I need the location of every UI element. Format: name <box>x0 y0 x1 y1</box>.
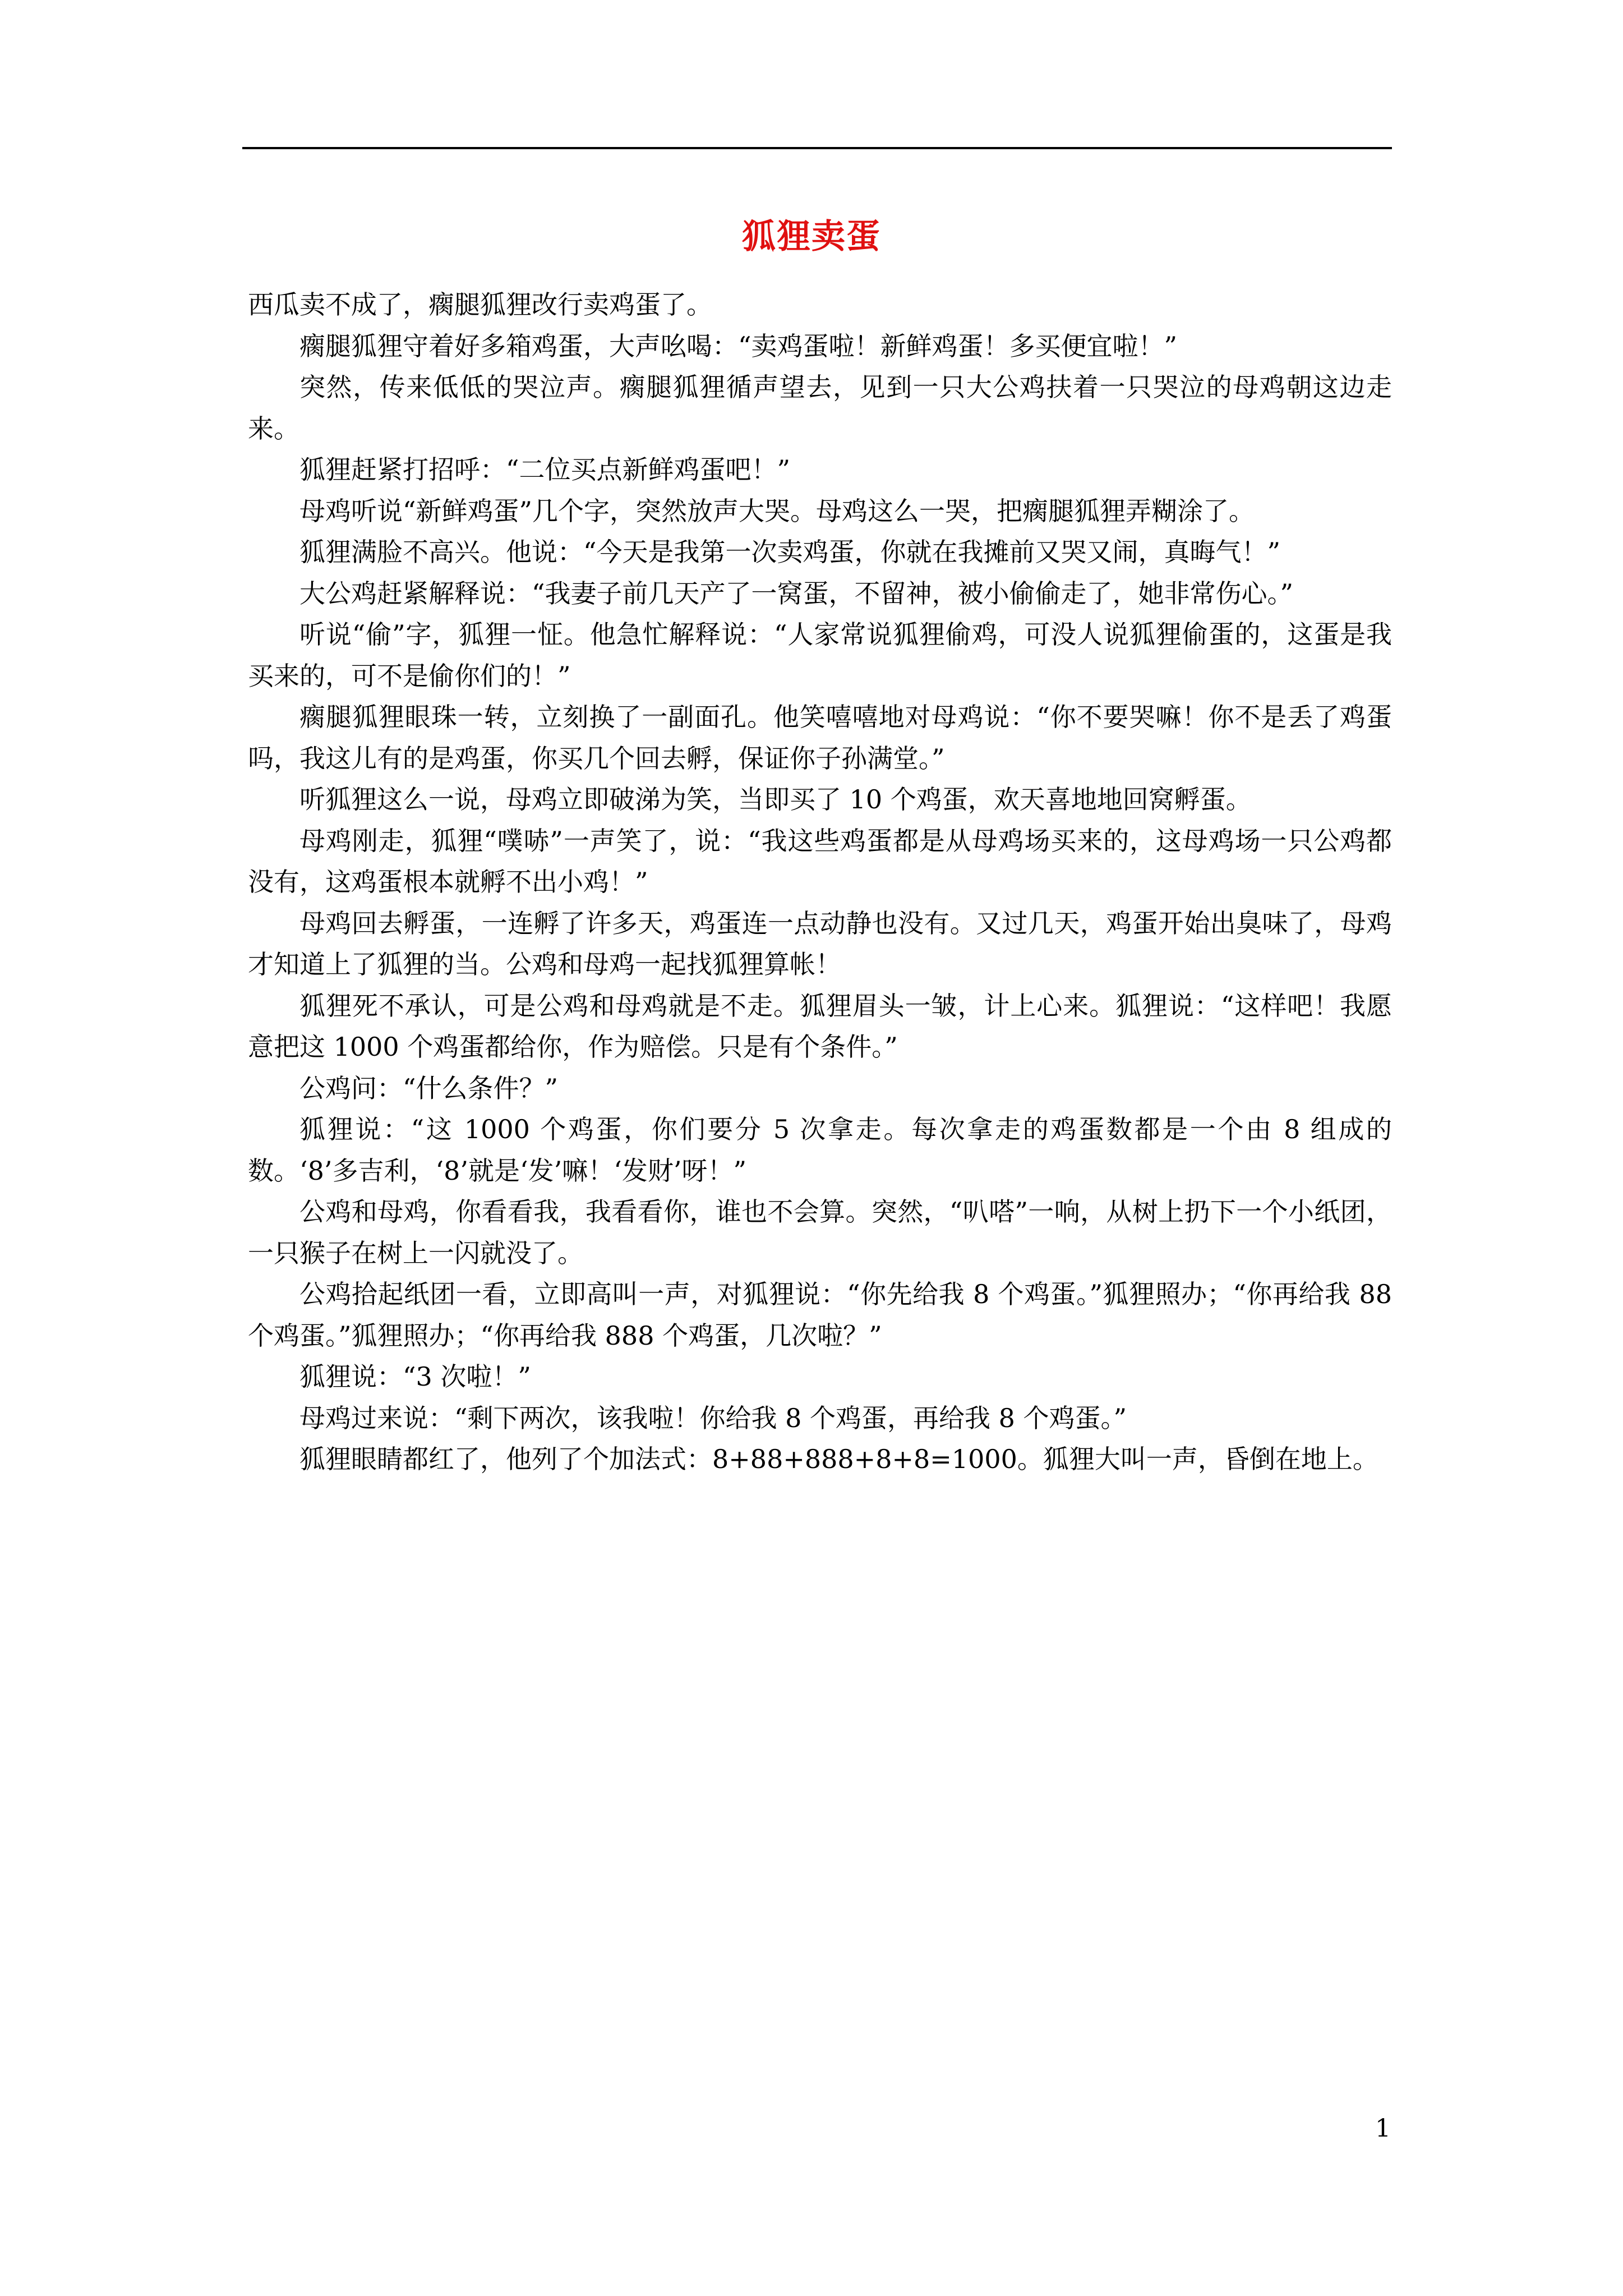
paragraph: 狐狸说：“3 次啦！” <box>299 1361 531 1392</box>
paragraph: 狐狸死不承认，可是公鸡和母鸡就是不走。狐狸眉头一皱，计上心来。狐狸说：“这样吧！我愿意把这 1000 个鸡蛋都给你，作为赔偿。只是有个条件。” <box>248 990 1392 1062</box>
paragraph: 听狐狸这么一说，母鸡立即破涕为笑，当即买了 10 个鸡蛋，欢天喜地地回窝孵蛋。 <box>299 784 1252 815</box>
paragraph: 母鸡回去孵蛋，一连孵了许多天，鸡蛋连一点动静也没有。又过几天，鸡蛋开始出臭味了，母鸡才知道上了狐狸的当。公鸡和母鸡一起找狐狸算帐！ <box>248 908 1392 979</box>
paragraph: 公鸡拾起纸团一看，立即高叫一声，对狐狸说：“你先给我 8 个鸡蛋。”狐狸照办；“你再给我 88 个鸡蛋。”狐狸照办；“你再给我 888 个鸡蛋，几次啦？” <box>248 1279 1392 1351</box>
paragraph: 公鸡问：“什么条件？” <box>299 1073 559 1103</box>
paragraph: 公鸡和母鸡，你看看我，我看看你，谁也不会算。突然，“叭嗒”一响，从树上扔下一个小纸团，一只猴子在树上一闪就没了。 <box>248 1197 1392 1268</box>
paragraph: 西瓜卖不成了，瘸腿狐狸改行卖鸡蛋了。 <box>248 289 712 320</box>
header-rule <box>242 147 1392 149</box>
paragraph: 瘸腿狐狸眼珠一转，立刻换了一副面孔。他笑嘻嘻地对母鸡说：“你不要哭嘛！你不是丢了鸡蛋吗，我这儿有的是鸡蛋，你买几个回去孵，保证你子孙满堂。” <box>248 702 1392 774</box>
paragraph: 狐狸眼睛都红了，他列了个加法式：8+88+888+8+8=1000。狐狸大叫一声，昏倒在地上。 <box>299 1444 1378 1474</box>
paragraph: 狐狸满脸不高兴。他说：“今天是我第一次卖鸡蛋，你就在我摊前又哭又闹，真晦气！” <box>299 537 1281 567</box>
paragraph: 大公鸡赶紧解释说：“我妻子前几天产了一窝蛋，不留神，被小偷偷走了，她非常伤心。” <box>299 578 1294 609</box>
paragraph: 狐狸说：“这 1000 个鸡蛋，你们要分 5 次拿走。每次拿走的鸡蛋数都是一个由 8 组成的数。‘8’多吉利，‘8’就是‘发’嘛！‘发财’呀！” <box>248 1114 1392 1186</box>
paragraph: 母鸡过来说：“剩下两次，该我啦！你给我 8 个鸡蛋，再给我 8 个鸡蛋。” <box>299 1402 1127 1433</box>
paragraph: 狐狸赶紧打招呼：“二位买点新鲜鸡蛋吧！” <box>299 454 791 485</box>
paragraph: 瘸腿狐狸守着好多箱鸡蛋，大声吆喝：“卖鸡蛋啦！新鲜鸡蛋！多买便宜啦！” <box>299 330 1178 361</box>
page-number: 1 <box>1375 2114 1391 2143</box>
page-title: 狐狸卖蛋 <box>742 217 881 256</box>
story-body <box>248 284 1392 1480</box>
paragraph: 突然，传来低低的哭泣声。瘸腿狐狸循声望去，见到一只大公鸡扶着一只哭泣的母鸡朝这边走来。 <box>248 372 1392 444</box>
paragraph: 母鸡刚走，狐狸“噗哧”一声笑了，说：“我这些鸡蛋都是从母鸡场买来的，这母鸡场一只公鸡都没有，这鸡蛋根本就孵不出小鸡！” <box>248 825 1392 897</box>
paragraph: 听说“偷”字，狐狸一怔。他急忙解释说：“人家常说狐狸偷鸡，可没人说狐狸偷蛋的，这蛋是我买来的，可不是偷你们的！” <box>248 619 1392 691</box>
paragraph: 母鸡听说“新鲜鸡蛋”几个字，突然放声大哭。母鸡这么一哭，把瘸腿狐狸弄糊涂了。 <box>299 495 1255 526</box>
